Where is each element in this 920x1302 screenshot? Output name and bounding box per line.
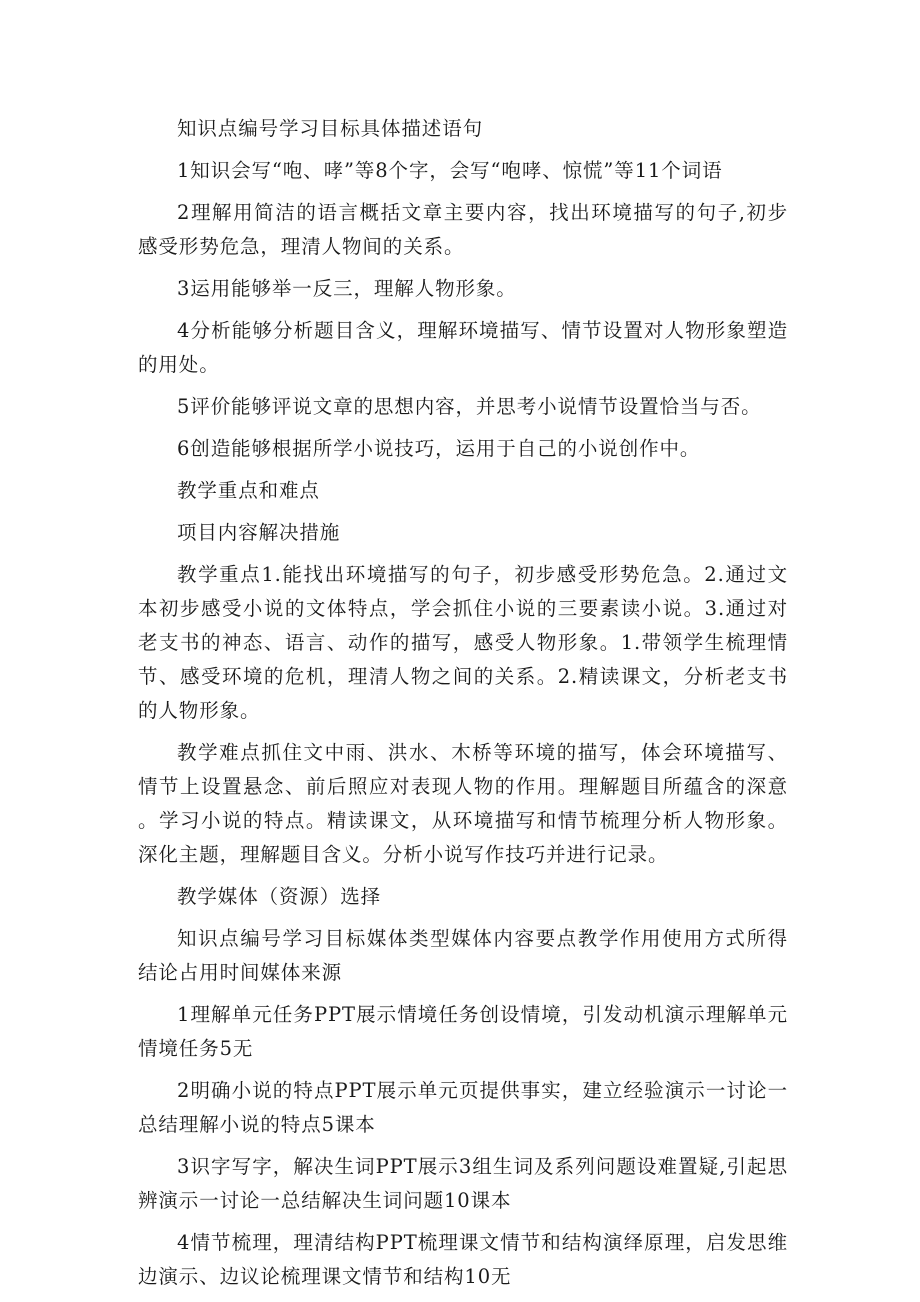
- paragraph: 1理解单元任务PPT展示情境任务创设情境，引发动机演示理解单元情境任务5无: [138, 1003, 788, 1060]
- paragraph: 2明确小说的特点PPT展示单元页提供事实，建立经验演示一讨论一总结理解小说的特点5课本: [138, 1079, 788, 1136]
- paragraph: 3识字写字，解决生词PPT展示3组生词及系列问题设难置疑,引起思辨演示一讨论一总结解决生词问题10课本: [138, 1155, 788, 1212]
- paragraph: 4情节梳理，理清结构PPT梳理课文情节和结构演绎原理，启发思维边演示、边议论梳理课文情节和结构10无: [138, 1231, 788, 1288]
- paragraph: 5评价能够评说文章的思想内容，并思考小说情节设置恰当与否。: [177, 395, 762, 418]
- paragraph: 3运用能够举一反三，理解人物形象。: [177, 277, 517, 300]
- paragraph: 1知识会写“咆、哮”等8个字，会写“咆哮、惊慌”等11个词语: [177, 159, 723, 182]
- paragraph: 教学重点1.能找出环境描写的句子，初步感受形势危急。2.通过文本初步感受小说的文体特点，学会抓住小说的三要素读小说。3.通过对老支书的神态、语言、动作的描写，感受人物形象。1.带领学生梳理情节、感受环境的危机，理清人物之间的关系。2.精读课文，分析老支书的人物形象。: [138, 563, 788, 722]
- paragraph: 6创造能够根据所学小说技巧，运用于自己的小说创作中。: [177, 437, 701, 460]
- section-heading: 教学重点和难点: [177, 479, 320, 502]
- paragraph: 教学难点抓住文中雨、洪水、木桥等环境的描写，体会环境描写、情节上设置悬念、前后照应对表现人物的作用。理解题目所蕴含的深意。学习小说的特点。精读课文，从环境描写和情节梳理分析人物形象。深化主题，理解题目含义。分析小说写作技巧并进行记录。: [138, 741, 788, 866]
- paragraph: 知识点编号学习目标具体描述语句: [177, 117, 484, 140]
- paragraph: 知识点编号学习目标媒体类型媒体内容要点教学作用使用方式所得结论占用时间媒体来源: [138, 927, 788, 984]
- paragraph: 项目内容解决措施: [177, 521, 341, 544]
- paragraph: 4分析能够分析题目含义，理解环境描写、情节设置对人物形象塑造的用处。: [138, 319, 788, 376]
- document-body: [138, 112, 788, 1302]
- paragraph: 2理解用简洁的语言概括文章主要内容，找出环境描写的句子,初步感受形势危急，理清人物间的关系。: [138, 201, 788, 258]
- section-heading: 教学媒体（资源）选择: [177, 885, 382, 908]
